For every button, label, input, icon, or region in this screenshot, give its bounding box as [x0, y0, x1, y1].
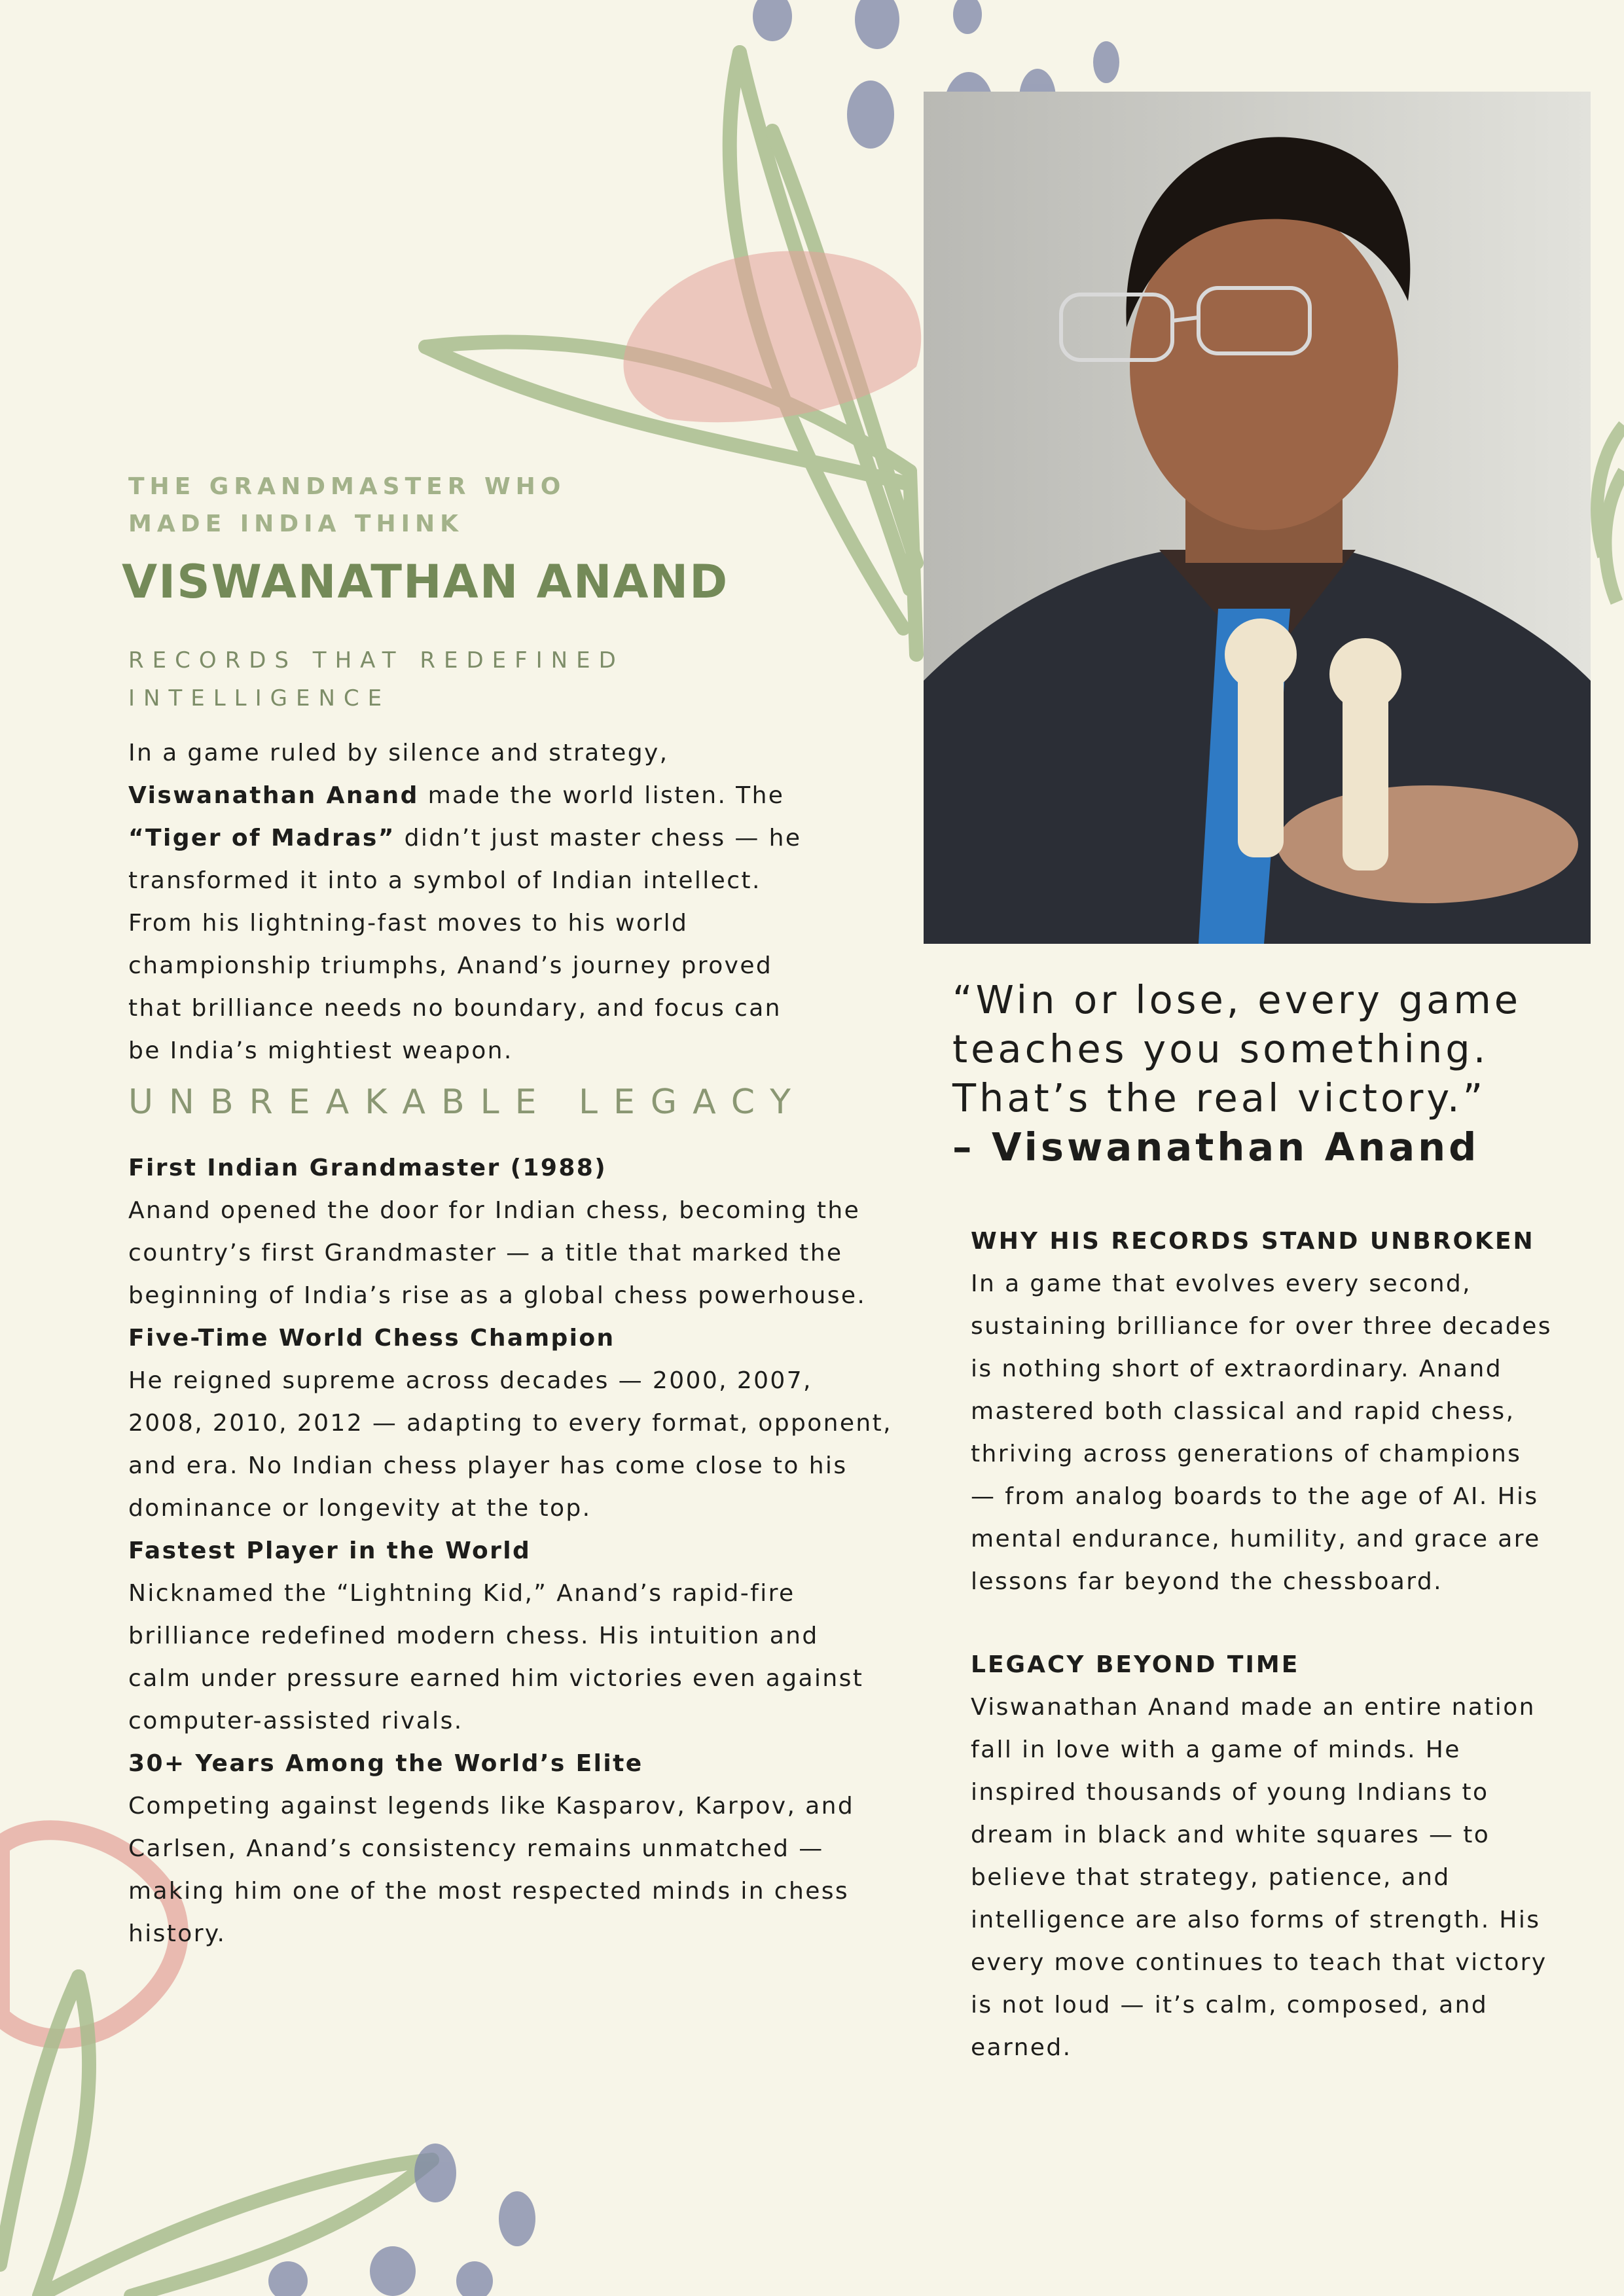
record-line: Competing against legends like Kasparov, Karpov, and [128, 1793, 855, 1820]
record-line: dominance or longevity at the top. [128, 1495, 592, 1522]
legacy-beyond-time-section [971, 1643, 1624, 2069]
record-line: calm under pressure earned him victories even against [128, 1665, 864, 1692]
kicker-line: THE GRANDMASTER WHO [128, 473, 566, 500]
kicker-line: MADE INDIA THINK [128, 511, 463, 537]
intro-paragraph [128, 732, 914, 1072]
record-line: brilliance redefined modern chess. His intuition and [128, 1623, 819, 1649]
subkicker-line: INTELLIGENCE [128, 685, 391, 711]
record-line: 2008, 2010, 2012 — adapting to every format, opponent, [128, 1410, 892, 1437]
intro-line: that brilliance needs no boundary, and focus can [128, 995, 782, 1022]
record-line: Anand opened the door for Indian chess, becoming the [128, 1197, 861, 1224]
leaf-decoration-bottom [0, 1977, 432, 2296]
flower-decoration-top [624, 251, 922, 422]
section-heading: WHY HIS RECORDS STAND UNBROKEN [971, 1228, 1535, 1255]
record-item [128, 1530, 924, 1742]
section-line: every move continues to teach that victory [971, 1949, 1547, 1976]
why-records-section [971, 1220, 1624, 1603]
record-item [128, 1147, 924, 1317]
section-line: Viswanathan Anand made an entire nation [971, 1694, 1536, 1721]
section-line: lessons far beyond the chessboard. [971, 1568, 1443, 1595]
section-line: is nothing short of extraordinary. Anand [971, 1355, 1502, 1382]
pull-quote [952, 975, 1607, 1172]
section-line: sustaining brilliance for over three decades [971, 1313, 1552, 1340]
section-line: inspired thousands of young Indians to [971, 1779, 1489, 1806]
quote-line: teaches you something. [952, 1026, 1489, 1071]
section-line: believe that strategy, patience, and [971, 1864, 1451, 1891]
page-subkicker [128, 641, 717, 717]
section-line: thriving across generations of champions [971, 1441, 1522, 1467]
section-line: In a game that evolves every second, [971, 1270, 1472, 1297]
record-line: beginning of India’s rise as a global chess powerhouse. [128, 1282, 867, 1309]
record-line: country’s first Grandmaster — a title that marked the [128, 1240, 843, 1266]
section-line: dream in black and white squares — to [971, 1821, 1490, 1848]
record-line: making him one of the most respected minds in chess [128, 1878, 850, 1905]
quote-line: “Win or lose, every game [952, 977, 1522, 1022]
quote-line: That’s the real victory.” [952, 1075, 1487, 1121]
record-line: Nicknamed the “Lightning Kid,” Anand’s rapid-fire [128, 1580, 795, 1607]
record-line: He reigned supreme across decades — 2000, 2007, [128, 1367, 812, 1394]
intro-line: In a game ruled by silence and strategy, [128, 740, 669, 766]
record-line: Carlsen, Anand’s consistency remains unmatched — [128, 1835, 824, 1862]
page-kicker [128, 468, 652, 543]
section-line: intelligence are also forms of strength. His [971, 1907, 1541, 1933]
intro-line: From his lightning-fast moves to his world [128, 910, 689, 937]
record-line: history. [128, 1920, 226, 1947]
portrait-photo [924, 92, 1591, 944]
section-line: earned. [971, 2034, 1072, 2061]
records-list [128, 1147, 924, 1955]
record-line: computer-assisted rivals. [128, 1708, 463, 1734]
record-title: First Indian Grandmaster (1988) [128, 1155, 607, 1181]
record-title: Five-Time World Chess Champion [128, 1325, 615, 1352]
section-line: is not loud — it’s calm, composed, and [971, 1992, 1489, 2018]
intro-line: be India’s mightiest weapon. [128, 1037, 513, 1064]
intro-bold: “Tiger of Madras” [128, 825, 395, 852]
record-title: 30+ Years Among the World’s Elite [128, 1750, 643, 1777]
page-title: VISWANATHAN ANAND [122, 555, 729, 609]
section-line: — from analog boards to the age of AI. His [971, 1483, 1539, 1510]
section-heading: LEGACY BEYOND TIME [971, 1651, 1300, 1678]
subkicker-line: RECORDS THAT REDEFINED [128, 647, 624, 673]
legacy-heading: UNBREAKABLE LEGACY [128, 1083, 806, 1122]
intro-line: championship triumphs, Anand’s journey proved [128, 952, 773, 979]
intro-text: didn’t just master chess — he [395, 825, 802, 852]
intro-bold: Viswanathan Anand [128, 782, 419, 809]
intro-line: transformed it into a symbol of Indian intellect. [128, 867, 761, 894]
intro-line [128, 817, 914, 859]
intro-line [128, 774, 914, 817]
section-line: fall in love with a game of minds. He [971, 1736, 1461, 1763]
record-item [128, 1742, 924, 1955]
record-line: and era. No Indian chess player has come close to his [128, 1452, 848, 1479]
record-title: Fastest Player in the World [128, 1537, 532, 1564]
quote-author: – Viswanathan Anand [952, 1124, 1480, 1170]
record-item [128, 1317, 924, 1530]
section-line: mental endurance, humility, and grace are [971, 1526, 1541, 1552]
leaf-decoration-right [1597, 425, 1624, 602]
intro-text: made the world listen. The [418, 782, 785, 809]
section-line: mastered both classical and rapid chess, [971, 1398, 1515, 1425]
